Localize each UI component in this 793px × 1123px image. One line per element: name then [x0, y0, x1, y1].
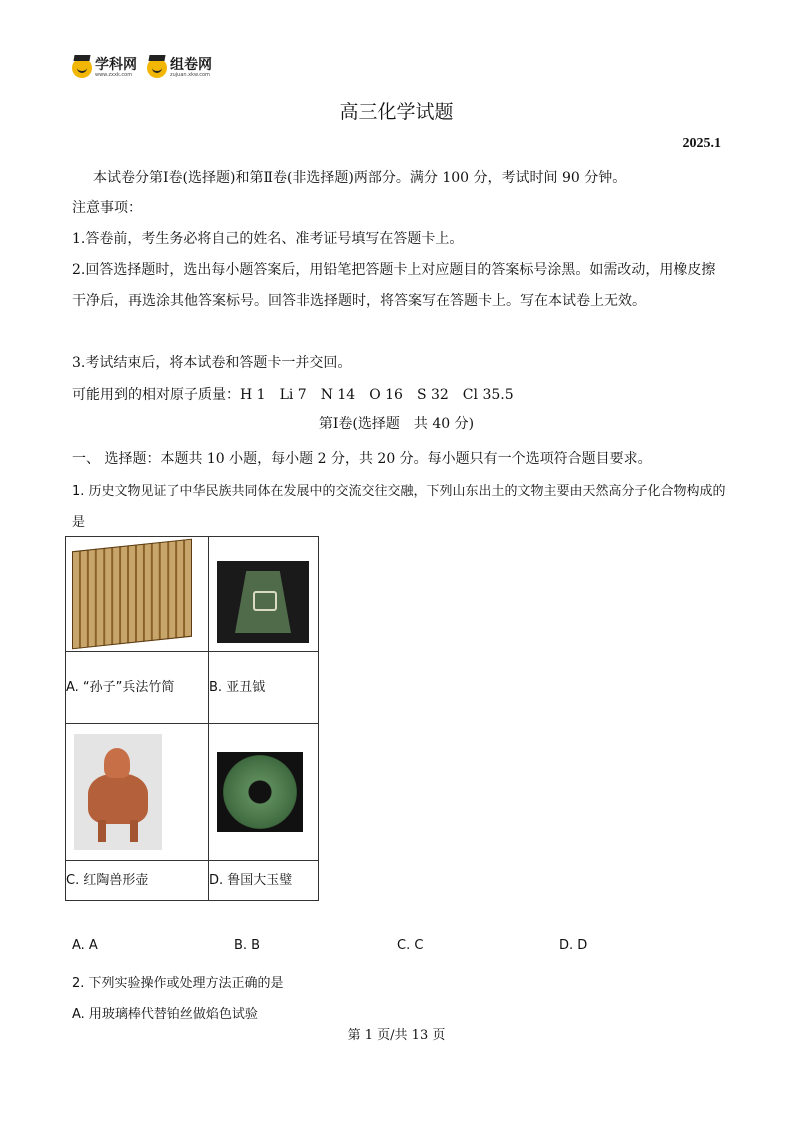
option-b-label: B. 亚丑钺: [209, 652, 319, 724]
notice-item: 1.答卷前，考生务必将自己的姓名、准考证号填写在答题卡上。: [72, 231, 464, 247]
answer-option-b[interactable]: B. B: [234, 938, 261, 953]
notice-item: 2.回答选择题时，选出每小题答案后，用铅笔把答题卡上对应题目的答案标号涂黑。如需改动，用橡皮擦干净后，再选涂其他答案标号。回答非选择题时，将答案写在答题卡上。写在本试卷上无效。: [72, 262, 716, 309]
cell-image-a: [66, 537, 209, 652]
header-logos: [72, 58, 212, 78]
logo-name: 学科网: [95, 57, 137, 73]
notice-title: 注意事项：: [72, 200, 142, 216]
logo-name: 组卷网: [170, 57, 212, 73]
pottery-vessel-image: [74, 734, 162, 850]
intro-text: 本试卷分第Ⅰ卷(选择题)和第Ⅱ卷(非选择题)两部分。满分 100 分，考试时间 90 分钟。: [93, 170, 627, 186]
atomic-mass-line: 可能用到的相对原子质量：H 1 Li 7 N 14 O 16 S 32 Cl 35.5: [72, 387, 514, 403]
page-footer: 第 1 页/共 13 页: [347, 1028, 446, 1043]
bronze-axe-image: [217, 561, 309, 643]
bamboo-slips-image: [72, 539, 192, 650]
option-a-label: A. “孙子”兵法竹简: [66, 652, 209, 724]
question-2-option-a[interactable]: A. 用玻璃棒代替铂丝做焰色试验: [72, 1007, 258, 1022]
page-title: 高三化学试题: [339, 101, 454, 123]
option-d-label: D. 鲁国大玉璧: [209, 861, 319, 901]
option-c-label: C. 红陶兽形壶: [66, 861, 209, 901]
logo-xuekewang: [72, 58, 137, 78]
part-instruction: 一、 选择题：本题共 10 小题，每小题 2 分，共 20 分。每小题只有一个选项符合题目要求。: [72, 451, 652, 467]
question-1-stem: 1. 历史文物见证了中华民族共同体在发展中的交流交往交融，下列山东出土的文物主要由天然高分子化合物构成的是: [72, 484, 726, 530]
exam-date: 2025.1: [682, 136, 721, 151]
cell-image-c: [66, 724, 209, 861]
answer-option-c[interactable]: C. C: [397, 938, 424, 953]
artifact-table: [65, 536, 319, 901]
logo-url: www.zxxk.com: [95, 72, 133, 78]
question-2-stem: 2. 下列实验操作或处理方法正确的是: [72, 976, 284, 991]
jade-disc-image: [217, 752, 303, 832]
logo-url: zujuan.xkw.com: [170, 72, 210, 78]
answer-option-d[interactable]: D. D: [559, 938, 588, 953]
graduation-cap-icon: [147, 58, 167, 78]
graduation-cap-icon: [72, 58, 92, 78]
cell-image-d: [209, 724, 319, 861]
notice-item: 3.考试结束后，将本试卷和答题卡一并交回。: [72, 355, 352, 371]
cell-image-b: [209, 537, 319, 652]
section-title: 第Ⅰ卷(选择题 共 40 分): [318, 416, 475, 432]
answer-option-a[interactable]: A. A: [72, 938, 98, 953]
logo-zujuanwang: [147, 58, 212, 78]
